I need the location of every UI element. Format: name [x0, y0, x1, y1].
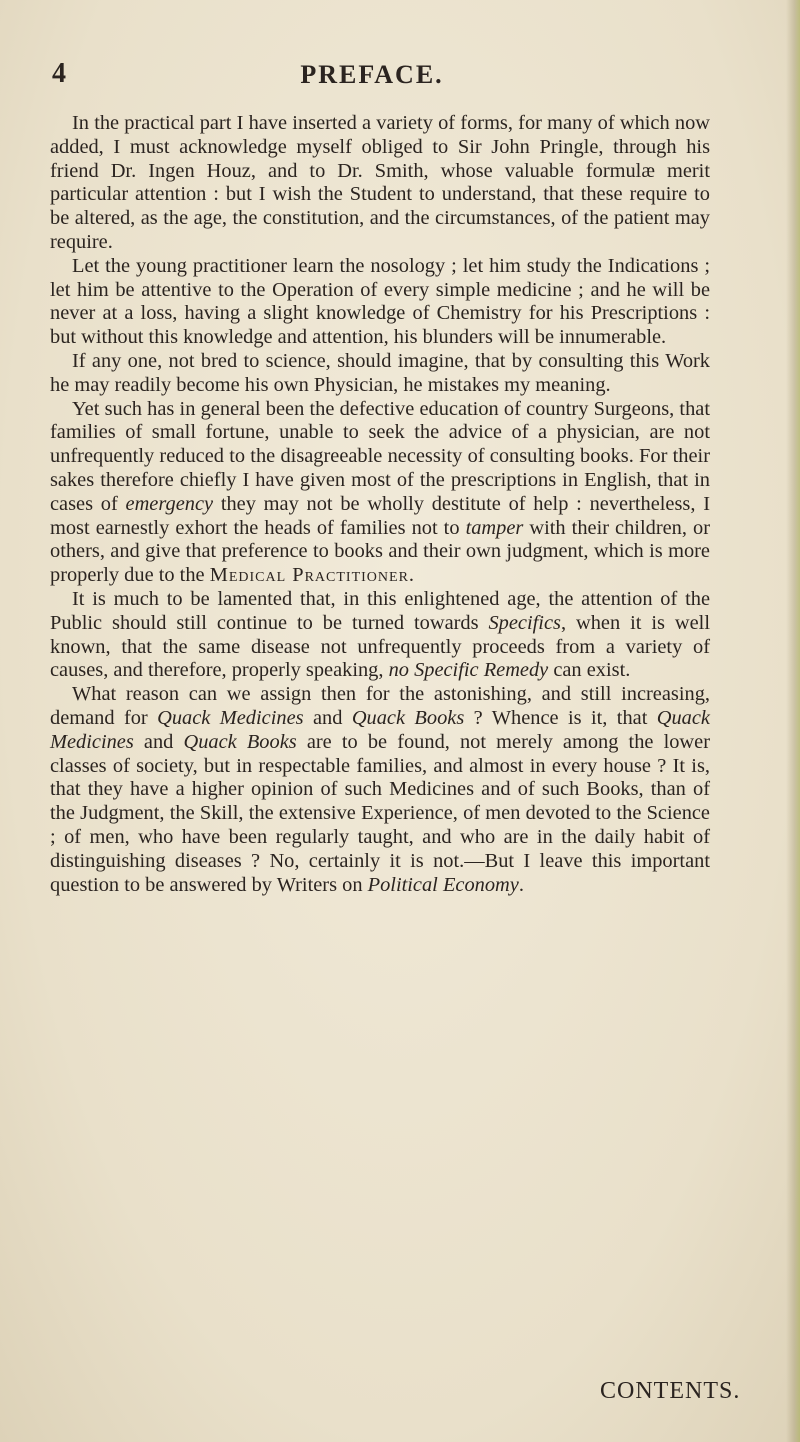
page-number: 4	[52, 58, 66, 89]
text-run: and	[303, 706, 352, 729]
italic-run: Quack Medicines	[50, 706, 710, 753]
text-run: Let the young practitioner learn the nosology ; let him study the Indications ; let him be attentive to the Operation of every simple medicine ; and he will be never at a loss, having a slight knowledge of Chemistry for his Prescriptions : but without this knowledge and attention, his blunders will be innumerable.	[50, 254, 710, 349]
paragraph	[50, 255, 710, 350]
italic-run: Political Economy	[367, 873, 519, 896]
catchword: CONTENTS.	[600, 1378, 741, 1404]
text-run: .	[518, 873, 524, 896]
text-run: are to be found, not merely among the lower classes of society, but in respectable families, and almost in every house ? It is, that they have a higher opinion of such Medicines and of such Books, than of the Judgment, the Skill, the extensive Experience, of men devoted to the Science ; of men, who have been regularly taught, and who are in the daily habit of distinguishing diseases ? No, certainly it is not.—But I leave this important question to be answered by Writers on	[50, 730, 710, 896]
paragraph	[50, 350, 710, 398]
text-run: It is much to be lamented that, in this enlightened age, the attention of the Public should still continue to be turned towards	[50, 587, 710, 634]
body-text	[50, 112, 710, 897]
page-edge-discoloration	[786, 0, 800, 1442]
small-caps-run: Medical Practitioner.	[209, 564, 416, 587]
italic-run: emergency	[125, 492, 214, 515]
text-run: , when it is well known, that the same disease not unfrequently proceeds from a variety of causes, and therefore, properly speaking,	[50, 611, 710, 682]
italic-run: no Specific Remedy	[388, 659, 549, 682]
paragraph	[50, 398, 710, 588]
text-run: If any one, not bred to science, should imagine, that by consulting this Work he may readily become his own Physician, he mistakes my meaning.	[50, 349, 710, 396]
paragraph	[50, 683, 710, 897]
paragraph	[50, 112, 710, 255]
italic-run: Quack Books	[351, 706, 465, 729]
text-run: with their children, or others, and give that preference to books and their own judgment, which is more properly due to the	[50, 516, 710, 587]
running-head: PREFACE.	[300, 60, 444, 89]
text-run: can exist.	[548, 659, 631, 682]
text-run: and	[133, 730, 184, 753]
italic-run: tamper	[465, 516, 524, 539]
paragraph	[50, 588, 710, 683]
text-run: In the practical part I have inserted a variety of forms, for many of which now added, I must acknowledge myself obliged to Sir John Pringle, through his friend Dr. Ingen Houz, and to Dr. Smith, whose valuable formulæ merit particular attention : but I wish the Student to understand, that these require to be altered, as the age, the constitution, and the circumstances, of the patient may require.	[50, 112, 710, 253]
page-header	[52, 58, 692, 98]
text-run: Yet such has in general been the defective education of country Surgeons, that families of small fortune, unable to seek the advice of a physician, are not unfrequently reduced to the disagreeable necessity of consulting books. For their sakes therefore chiefly I have given most of the prescriptions in English, that in cases of	[50, 397, 710, 515]
italic-run: Specifics	[488, 611, 561, 634]
italic-run: Quack Medicines	[157, 706, 304, 729]
italic-run: Quack Books	[183, 730, 297, 753]
text-run: ? Whence is it, that	[464, 706, 657, 729]
text-run: they may not be wholly destitute of help : nevertheless, I most earnestly exhort the heads of families not to	[50, 492, 710, 539]
text-run: What reason can we assign then for the astonishing, and still increasing, demand for	[50, 683, 710, 729]
